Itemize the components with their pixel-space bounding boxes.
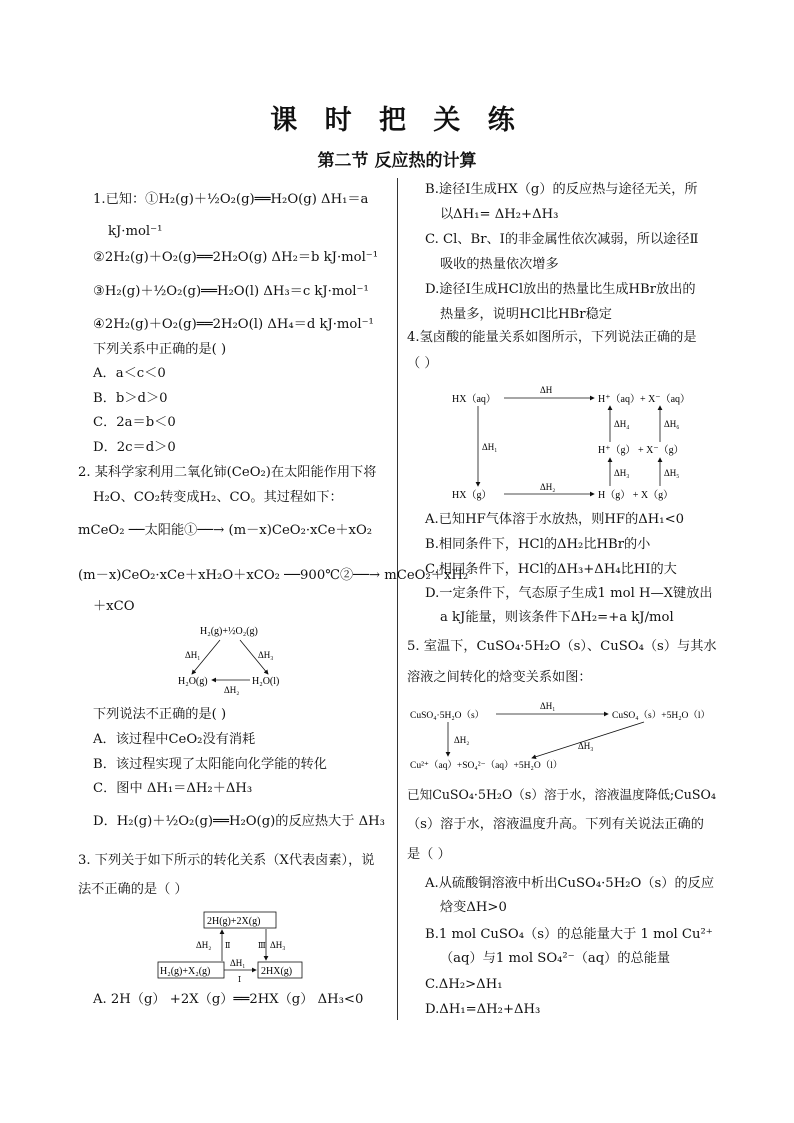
q1-question: 下列关系中正确的是( )	[93, 342, 227, 357]
q1-stem: 1.已知：①H₂(g)＋½O₂(g)══H₂O(g) ΔH₁＝a	[93, 192, 369, 207]
q5-option-c: C.ΔH₂>ΔH₁	[425, 977, 503, 992]
q2-step2-cont: ＋xCO	[93, 599, 135, 614]
hydrohalic-energy-diagram	[448, 380, 698, 505]
ceo2-right-label: H₂O(l)	[252, 676, 280, 687]
hx-r1-label: Ⅰ	[238, 975, 242, 984]
q2-stem-cont: H₂O、CO₂转变成H₂、CO。其过程如下：	[93, 490, 343, 505]
hx-dh3-label: ΔH₃	[270, 940, 286, 950]
cu-dh3-label: ΔH₃	[578, 741, 594, 751]
q5-option-a: A.从硫酸铜溶液中析出CuSO₄·5H₂O（s）的反应	[425, 876, 715, 891]
q5-question: 是（ ）	[407, 847, 451, 862]
section-title: 第二节 反应热的计算	[317, 151, 477, 171]
hh-tr-label: H⁺（aq）+ X⁻（aq）	[598, 394, 691, 405]
q2-option-a: A．该过程中CeO₂没有消耗	[93, 732, 256, 747]
cu-dh2-label: ΔH₂	[454, 735, 470, 745]
q5-option-d: D.ΔH₁=ΔH₂+ΔH₃	[425, 1002, 541, 1017]
q4-option-c: C.相同条件下，HCl的ΔH₃+ΔH₄比HI的大	[425, 562, 677, 577]
hx-dh1-label: ΔH₁	[230, 958, 246, 968]
q3-option-c: C. Cl、Br、I的非金属性依次减弱，所以途径Ⅱ	[425, 232, 699, 247]
q4-stem: 4.氢卤酸的能量关系如图所示，下列说法正确的是	[407, 330, 697, 345]
hh-dh-label: ΔH	[540, 385, 553, 395]
q5-stem-cont: 溶液之间转化的焓变关系如图：	[407, 670, 592, 685]
q2-option-d: D．H₂(g)＋½O₂(g)══H₂O(g)的反应热大于 ΔH₃	[93, 814, 385, 829]
ceo2-cycle-diagram	[170, 620, 290, 698]
q4-option-d: D.一定条件下，气态原子生成1 mol H—X键放出	[425, 586, 713, 601]
hh-tl-label: HX（aq）	[452, 394, 496, 405]
hh-dh4-label: ΔH₄	[614, 419, 630, 429]
q2-step1: mCeO₂ ──太阳能①──→ (m－x)CeO₂·xCe＋xO₂	[78, 523, 373, 538]
q5-context-1: 已知CuSO₄·5H₂O（s）溶于水，溶液温度降低;CuSO₄	[407, 787, 716, 802]
hh-dh2-label: ΔH₂	[540, 482, 556, 492]
q2-option-c: C．图中 ΔH₁＝ΔH₂＋ΔH₃	[93, 781, 253, 796]
ceo2-dh3-label: ΔH₃	[258, 650, 274, 660]
q2-option-b: B．该过程实现了太阳能向化学能的转化	[93, 757, 327, 772]
q5-option-b: B.1 mol CuSO₄（s）的总能量大于 1 mol Cu²⁺	[425, 927, 713, 942]
q4-stem-cont: （ ）	[407, 356, 438, 371]
cu-tl-label: CuSO₄·5H₂O（s）	[410, 711, 485, 721]
q5-option-b-cont: （aq）与1 mol SO₄²⁻（aq）的总能量	[440, 951, 671, 966]
q1-option-c: C．2a＝b＜0	[93, 415, 176, 430]
q2-stem: 2. 某科学家利用二氧化铈(CeO₂)在太阳能作用下将	[78, 465, 377, 480]
hx-bl-label: H₂(g)+X₂(g)	[160, 966, 211, 977]
q1-eq4: ④2H₂(g)＋O₂(g)══2H₂O(l) ΔH₄＝d kJ·mol⁻¹	[93, 317, 374, 332]
ceo2-dh1-label: ΔH₁	[185, 650, 201, 660]
q2-step2: (m－x)CeO₂·xCe＋xH₂O＋xCO₂ ──900℃②──→ mCeO₂＋xH₂	[78, 568, 469, 583]
hh-bl-label: HX（g）	[452, 490, 492, 501]
hh-dh6-label: ΔH₆	[664, 419, 680, 429]
q5-context-2: （s）溶于水，溶液温度升高。下列有关说法正确的	[407, 817, 704, 832]
q4-option-b: B.相同条件下，HCl的ΔH₂比HBr的小	[425, 537, 651, 552]
q4-option-a: A.已知HF气体溶于水放热，则HF的ΔH₁<0	[425, 512, 685, 527]
cuso4-enthalpy-diagram	[408, 696, 724, 774]
hx-dh2-label: ΔH₂	[196, 940, 212, 950]
hh-br-label: H（g） + X（g）	[598, 490, 674, 501]
q5-stem: 5. 室温下，CuSO₄·5H₂O（s）、CuSO₄（s）与其水	[407, 639, 717, 654]
hh-mr-label: H⁺（g） + X⁻（g）	[598, 445, 684, 456]
hh-dh5-label: ΔH₅	[664, 468, 680, 478]
q1-option-a: A．a＜c＜0	[93, 366, 166, 381]
q3-option-d: D.途径Ⅰ生成HCl放出的热量比生成HBr放出的	[425, 282, 696, 297]
q1-eq3: ③H₂(g)＋½O₂(g)══H₂O(l) ΔH₃＝c kJ·mol⁻¹	[93, 284, 369, 299]
q4-option-d-cont: a kJ能量，则该条件下ΔH₂=+a kJ/mol	[440, 610, 674, 625]
hx-br-label: 2HX(g)	[261, 966, 293, 977]
hh-dh1-label: ΔH₁	[482, 442, 498, 452]
hh-dh3-label: ΔH₃	[614, 468, 630, 478]
q2-question: 下列说法不正确的是( )	[93, 707, 227, 722]
cu-dh1-label: ΔH₁	[540, 701, 556, 711]
q3-option-b-cont: 以ΔH₁= ΔH₂+ΔH₃	[440, 207, 559, 222]
hx-r2-label: Ⅱ	[225, 941, 231, 950]
hx-r3-label: Ⅲ	[258, 941, 266, 950]
ceo2-left-label: H₂O(g)	[178, 676, 208, 687]
q3-option-a: A. 2H（g） +2X（g）══2HX（g） ΔH₃<0	[93, 992, 364, 1007]
cu-tr-label: CuSO₄（s）+5H₂O（l）	[612, 711, 711, 721]
page-title: 课 时 把 关 练	[270, 105, 524, 136]
ceo2-dh2-label: ΔH₂	[224, 685, 240, 695]
ceo2-top-label: H₂(g)+½O₂(g)	[200, 626, 258, 637]
column-divider	[397, 178, 398, 1020]
hx-cycle-diagram	[154, 908, 314, 984]
q1-unit: kJ·mol⁻¹	[108, 224, 163, 239]
q1-option-d: D．2c＝d＞0	[93, 440, 176, 455]
q3-option-d-cont: 热量多，说明HCl比HBr稳定	[440, 307, 612, 322]
q1-option-b: B．b＞d＞0	[93, 391, 168, 406]
q3-option-c-cont: 吸收的热量依次增多	[440, 257, 559, 272]
q3-stem-cont: 法不正确的是（ ）	[78, 882, 188, 897]
q1-eq2: ②2H₂(g)＋O₂(g)══2H₂O(g) ΔH₂＝b kJ·mol⁻¹	[93, 250, 379, 265]
q3-stem: 3. 下列关于如下所示的转化关系（X代表卤素），说	[78, 853, 375, 868]
hx-top-label: 2H(g)+2X(g)	[207, 916, 261, 927]
q3-option-b: B.途径Ⅰ生成HX（g）的反应热与途径无关，所	[425, 182, 698, 197]
cu-bl-label: Cu²⁺（aq）+SO₄²⁻（aq）+5H₂O（l）	[410, 761, 563, 771]
q5-option-a-cont: 焓变ΔH>0	[440, 900, 507, 915]
